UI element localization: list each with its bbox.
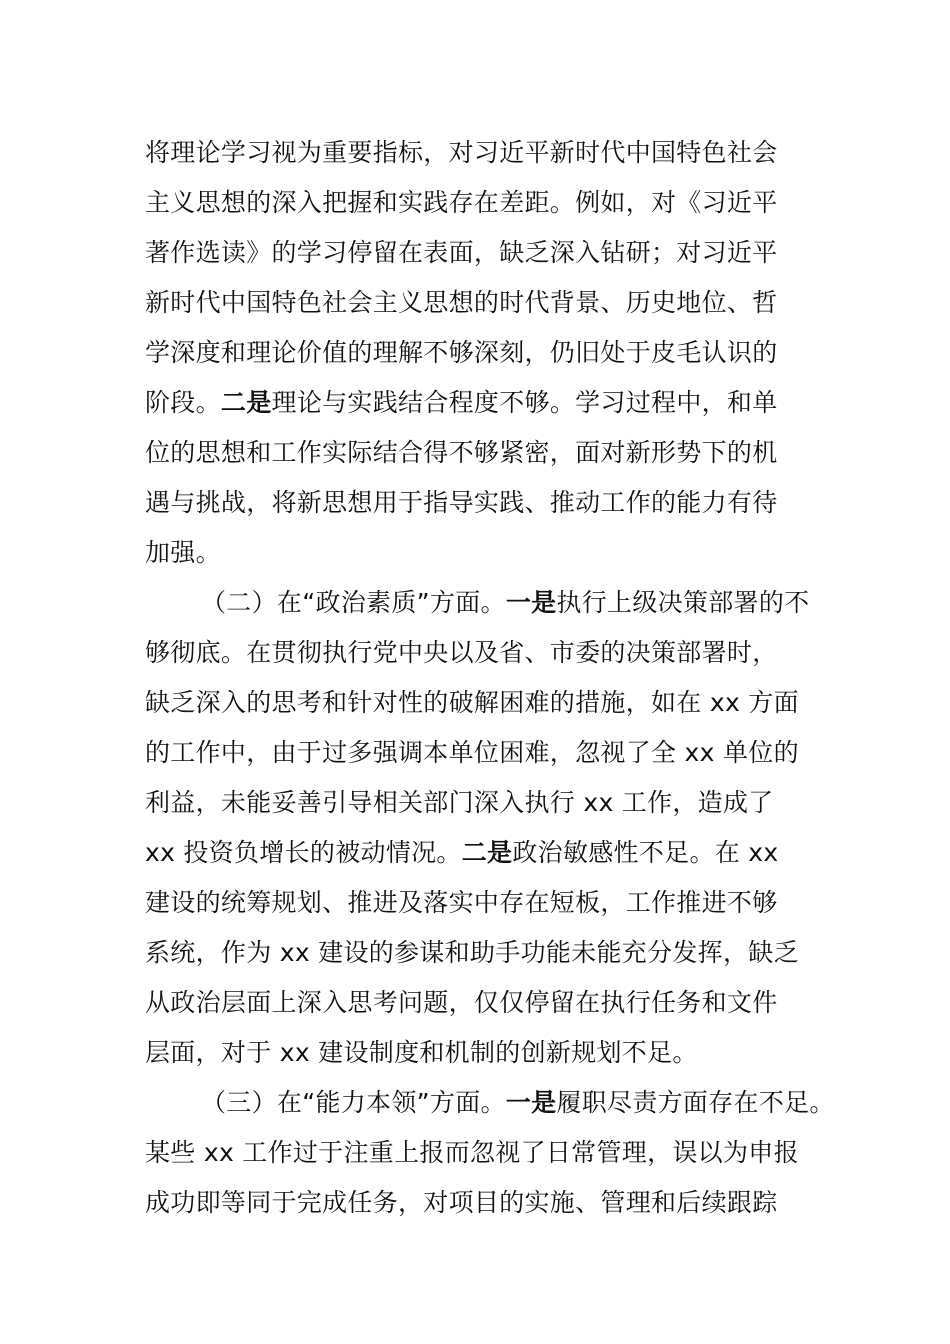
text-segment: 的工作中，由于过多强调本单位困难，忽视了全 xx 单位的	[145, 738, 799, 767]
text-segment: 主义思想的深入把握和实践存在差距。例如，对《习近平	[145, 188, 778, 217]
text-line	[145, 528, 825, 578]
paragraph-start-line	[145, 578, 825, 628]
text-line	[145, 678, 825, 728]
text-segment: 位的思想和工作实际结合得不够紧密，面对新形势下的机	[145, 438, 778, 467]
text-line	[145, 628, 825, 678]
text-segment: 建设的统筹规划、推进及落实中存在短板，工作推进不够	[145, 888, 778, 917]
text-segment: 遇与挑战，将新思想用于指导实践、推动工作的能力有待	[145, 488, 778, 517]
text-segment: 系统，作为 xx 建设的参谋和助手功能未能充分发挥，缺乏	[145, 938, 799, 967]
text-segment: 将理论学习视为重要指标，对习近平新时代中国特色社会	[145, 138, 778, 167]
text-line	[145, 828, 825, 878]
text-segment: 履职尽责方面存在不足。	[556, 1088, 835, 1117]
bold-keyword: 一是	[505, 588, 557, 617]
text-segment: 政治敏感性不足。在 xx	[512, 838, 779, 867]
text-segment: （二）在“政治素质”方面。	[201, 588, 506, 617]
text-line	[145, 928, 825, 978]
text-segment: xx 投资负增长的被动情况。	[145, 838, 462, 867]
text-segment: 理论与实践结合程度不够。学习过程中，和单	[271, 388, 778, 417]
text-line	[145, 128, 825, 178]
text-segment: 新时代中国特色社会主义思想的时代背景、历史地位、哲	[145, 288, 778, 317]
bold-keyword: 二是	[461, 838, 513, 867]
text-line	[145, 478, 825, 528]
text-segment: 层面，对于 xx 建设制度和机制的创新规划不足。	[145, 1038, 698, 1067]
paragraph-start-line	[145, 1078, 835, 1128]
text-segment: 够彻底。在贯彻执行党中央以及省、市委的决策部署时，	[145, 638, 778, 667]
text-segment: 从政治层面上深入思考问题，仅仅停留在执行任务和文件	[145, 988, 778, 1017]
text-line	[145, 1028, 825, 1078]
text-segment: 成功即等同于完成任务，对项目的实施、管理和后续跟踪	[145, 1188, 778, 1217]
text-line	[145, 278, 825, 328]
text-line	[145, 178, 825, 228]
text-segment: 执行上级决策部署的不	[556, 588, 810, 617]
text-segment: 利益，未能妥善引导相关部门深入执行 xx 工作，造成了	[145, 788, 774, 817]
text-line	[145, 878, 825, 928]
text-line	[145, 728, 825, 778]
text-segment: 加强。	[145, 538, 221, 567]
text-segment: 著作选读》的学习停留在表面，缺乏深入钻研；对习近平	[145, 238, 778, 267]
text-segment: 缺乏深入的思考和针对性的破解困难的措施，如在 xx 方面	[145, 688, 799, 717]
text-line	[145, 1178, 825, 1228]
text-line	[145, 228, 825, 278]
text-line	[145, 428, 825, 478]
text-segment: 某些 xx 工作过于注重上报而忽视了日常管理，误以为申报	[145, 1138, 799, 1167]
document-body	[145, 128, 835, 1228]
text-line	[145, 1128, 825, 1178]
text-line	[145, 978, 825, 1028]
text-segment: （三）在“能力本领”方面。	[201, 1088, 506, 1117]
text-line	[145, 378, 825, 428]
bold-keyword: 一是	[505, 1088, 557, 1117]
text-segment: 阶段。	[145, 388, 221, 417]
text-line	[145, 778, 825, 828]
bold-keyword: 二是	[220, 388, 272, 417]
text-segment: 学深度和理论价值的理解不够深刻，仍旧处于皮毛认识的	[145, 338, 778, 367]
text-line	[145, 328, 825, 378]
